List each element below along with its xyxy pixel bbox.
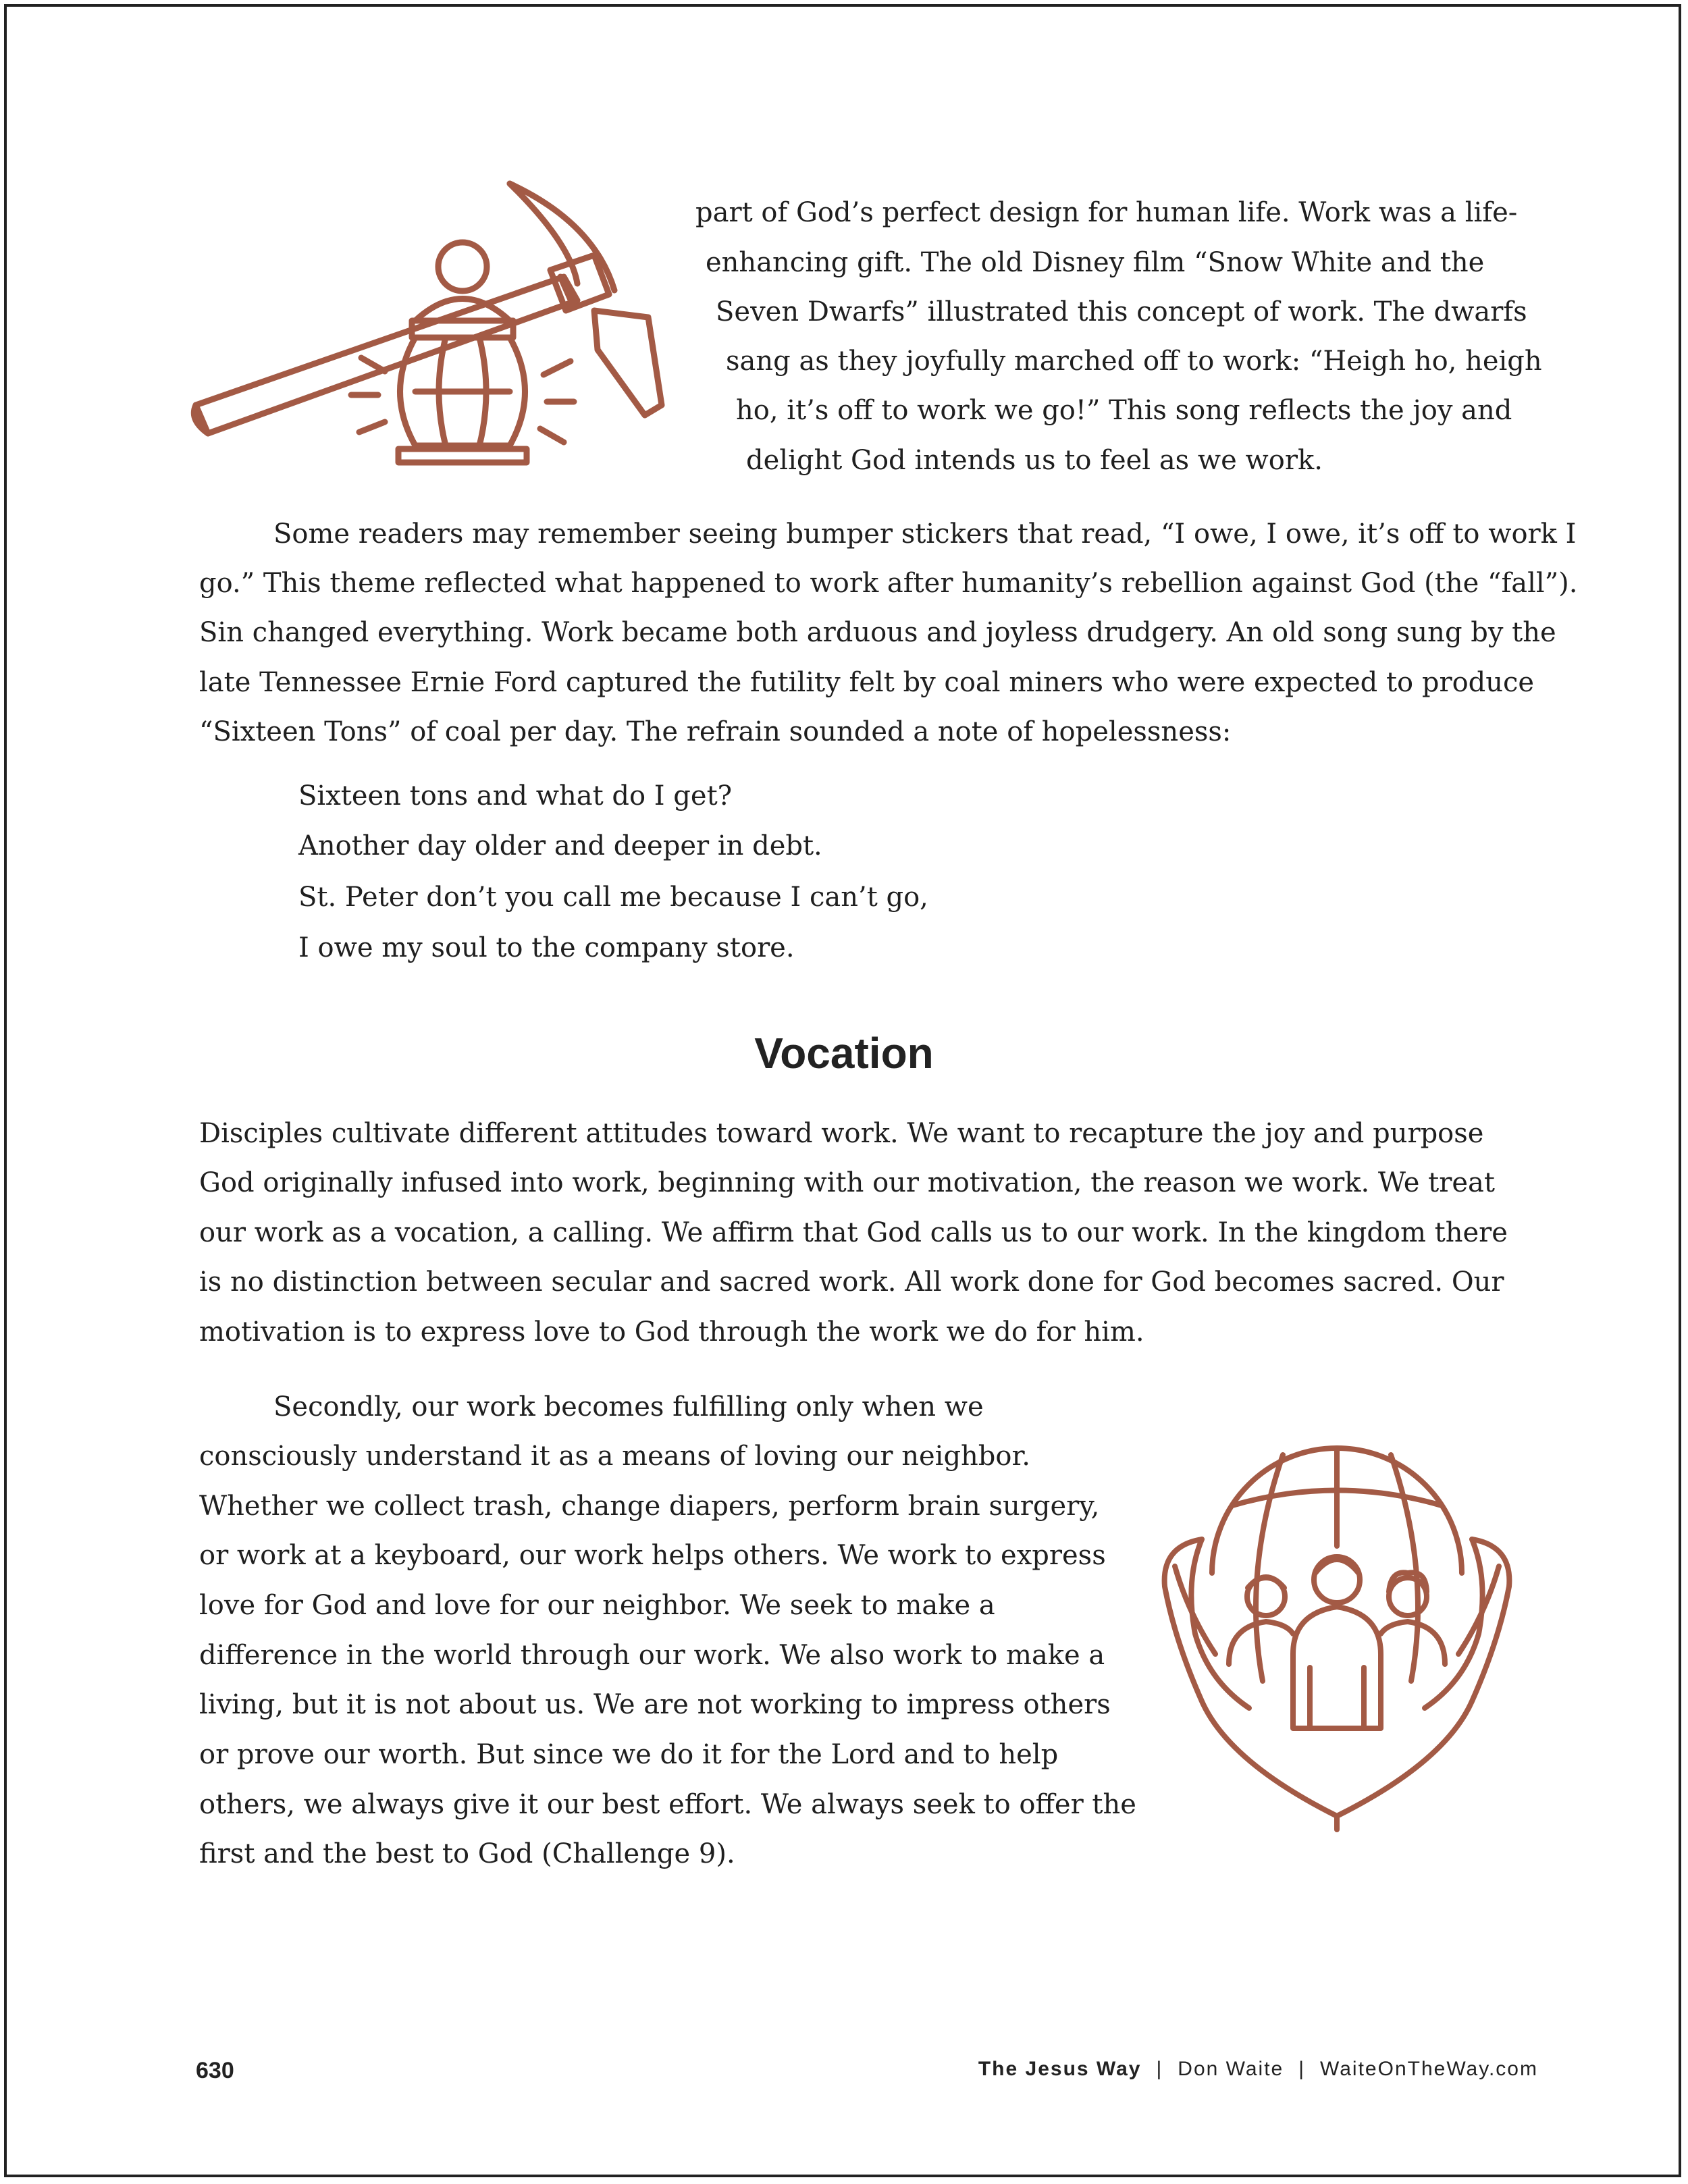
book-title: The Jesus Way [978, 2058, 1142, 2080]
paragraph-line: Whether we collect trash, change diapers, perform brain surgery, [199, 1491, 1100, 1522]
intro-line: Seven Dwarfs” illustrated this concept of work. The dwarfs [716, 296, 1527, 327]
paragraph-line: Disciples cultivate different attitudes toward work. We want to recapture the joy and purpose [199, 1118, 1484, 1149]
lyric-line: Sixteen tons and what do I get? [298, 780, 733, 811]
footer-separator: | [1298, 2058, 1306, 2080]
paragraph-line: our work as a vocation, a calling. We affirm that God calls us to our work. In the kingdom there [199, 1217, 1508, 1248]
paragraph-line: Some readers may remember seeing bumper stickers that read, “I owe, I owe, it’s off to work I [273, 518, 1577, 550]
paragraph-line: motivation is to express love to God through the work we do for him. [199, 1316, 1144, 1348]
page-number: 630 [196, 2058, 234, 2083]
paragraph-line: Secondly, our work becomes fulfilling only when we [273, 1391, 984, 1422]
pickaxe-lantern-icon [182, 176, 682, 466]
paragraph-line: or work at a keyboard, our work helps others. We work to express [199, 1540, 1106, 1571]
paragraph-line: love for God and love for our neighbor. We seek to make a [199, 1590, 995, 1621]
paragraph-line: late Tennessee Ernie Ford captured the futility felt by coal miners who were expected to produce [199, 667, 1535, 698]
intro-line: sang as they joyfully marched off to work: “Heigh ho, heigh [726, 346, 1542, 377]
website: WaiteOnTheWay.com [1320, 2058, 1538, 2080]
paragraph-line: living, but it is not about us. We are not working to impress others [199, 1689, 1111, 1720]
paragraph-line: God originally infused into work, beginning with our motivation, the reason we work. We treat [199, 1167, 1495, 1198]
intro-line: enhancing gift. The old Disney film “Snow White and the [706, 247, 1485, 278]
footer-separator: | [1156, 2058, 1163, 2080]
paragraph-line: difference in the world through our work. We also work to make a [199, 1640, 1105, 1671]
paragraph-line: is no distinction between secular and sacred work. All work done for God becomes sacred. Our [199, 1267, 1504, 1298]
lyric-line: I owe my soul to the company store. [298, 932, 795, 963]
intro-line: part of God’s perfect design for human life. Work was a life- [695, 197, 1518, 228]
section-heading: Vocation [754, 1029, 934, 1077]
paragraph-line: “Sixteen Tons” of coal per day. The refrain sounded a note of hopelessness: [199, 716, 1232, 747]
intro-line: ho, it’s off to work we go!” This song reflects the joy and [736, 395, 1512, 426]
intro-line: delight God intends us to feel as we work. [746, 445, 1323, 476]
paragraph-line: Sin changed everything. Work became both arduous and joyless drudgery. An old song sung by the [199, 617, 1556, 648]
paragraph-line: first and the best to God (Challenge 9). [199, 1838, 735, 1869]
paragraph-line: others, we always give it our best effort. We always seek to offer the [199, 1789, 1136, 1820]
paragraph-line: or prove our worth. But since we do it for the Lord and to help [199, 1739, 1059, 1770]
paragraph-line: consciously understand it as a means of loving our neighbor. [199, 1441, 1030, 1472]
hands-globe-people-icon [1148, 1411, 1526, 1836]
lyric-line: St. Peter don’t you call me because I can’t go, [298, 882, 928, 913]
paragraph-line: go.” This theme reflected what happened to work after humanity’s rebellion against God (the “fall”). [199, 568, 1578, 599]
lyric-line: Another day older and deeper in debt. [298, 830, 822, 861]
running-footer [978, 2058, 1538, 2081]
author-name: Don Waite [1178, 2058, 1284, 2080]
